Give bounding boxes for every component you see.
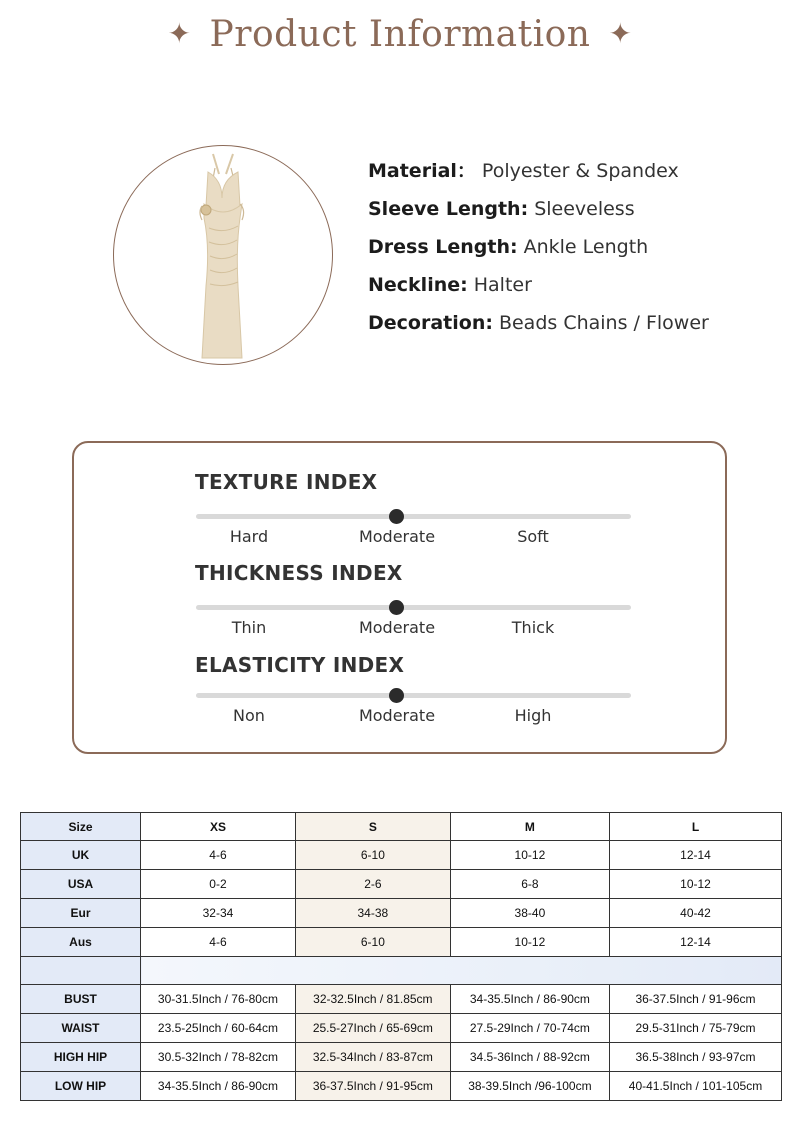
table-cell: 38-39.5Inch /96-100cm bbox=[450, 1072, 609, 1101]
texture-label-low: Hard bbox=[229, 527, 269, 546]
size-chart-table bbox=[20, 812, 782, 1101]
elasticity-label-low: Non bbox=[233, 706, 265, 725]
table-header-row bbox=[21, 813, 782, 841]
table-cell: 25.5-27Inch / 65-69cm bbox=[295, 1014, 450, 1043]
header-cell: L bbox=[610, 813, 782, 841]
table-cell: 6-10 bbox=[295, 928, 450, 957]
thickness-index-track bbox=[196, 605, 631, 610]
table-cell: 40-41.5Inch / 101-105cm bbox=[610, 1072, 782, 1101]
spec-value: Ankle Length bbox=[523, 236, 649, 258]
table-row bbox=[21, 985, 782, 1014]
table-cell: 32.5-34Inch / 83-87cm bbox=[295, 1043, 450, 1072]
table-cell: 30.5-32Inch / 78-82cm bbox=[141, 1043, 296, 1072]
texture-index-knob bbox=[389, 509, 404, 524]
table-cell: 12-14 bbox=[610, 841, 782, 870]
thickness-label-low: Thin bbox=[231, 618, 267, 637]
table-cell: 40-42 bbox=[610, 899, 782, 928]
sparkle-right-icon: ✦ bbox=[608, 17, 633, 50]
page-title bbox=[0, 14, 800, 55]
row-header: UK bbox=[21, 841, 141, 870]
table-cell: 12-14 bbox=[610, 928, 782, 957]
table-cell: 36-37.5Inch / 91-95cm bbox=[295, 1072, 450, 1101]
elasticity-label-mid: Moderate bbox=[358, 706, 436, 725]
product-photo bbox=[113, 145, 333, 365]
spec-key: Material： bbox=[368, 160, 476, 182]
dress-photo-icon bbox=[114, 146, 332, 364]
title-text: Product Information bbox=[209, 14, 591, 55]
spec-material bbox=[368, 152, 709, 190]
texture-index-track bbox=[196, 514, 631, 519]
table-cell: 36-37.5Inch / 91-96cm bbox=[610, 985, 782, 1014]
spec-neckline bbox=[368, 266, 709, 304]
spacer-cell bbox=[21, 957, 141, 985]
thickness-label-mid: Moderate bbox=[358, 618, 436, 637]
row-header: LOW HIP bbox=[21, 1072, 141, 1101]
spec-value: Beads Chains / Flower bbox=[498, 312, 709, 334]
sparkle-left-icon: ✦ bbox=[167, 17, 192, 50]
table-row bbox=[21, 899, 782, 928]
row-header: Aus bbox=[21, 928, 141, 957]
header-cell: S bbox=[295, 813, 450, 841]
table-cell: 34-35.5Inch / 86-90cm bbox=[141, 1072, 296, 1101]
spec-key: Dress Length: bbox=[368, 236, 518, 258]
spec-key: Neckline: bbox=[368, 274, 468, 296]
header-cell: Size bbox=[21, 813, 141, 841]
spec-list bbox=[368, 152, 709, 342]
elasticity-index-track bbox=[196, 693, 631, 698]
row-header: Eur bbox=[21, 899, 141, 928]
spec-decoration bbox=[368, 304, 709, 342]
table-cell: 23.5-25Inch / 60-64cm bbox=[141, 1014, 296, 1043]
table-cell: 34-35.5Inch / 86-90cm bbox=[450, 985, 609, 1014]
spec-dress-length bbox=[368, 228, 709, 266]
table-row bbox=[21, 1072, 782, 1101]
table-cell: 10-12 bbox=[610, 870, 782, 899]
header-cell: M bbox=[450, 813, 609, 841]
thickness-index-knob bbox=[389, 600, 404, 615]
elasticity-index-knob bbox=[389, 688, 404, 703]
texture-label-mid: Moderate bbox=[358, 527, 436, 546]
spec-sleeve-length bbox=[368, 190, 709, 228]
table-cell: 10-12 bbox=[450, 928, 609, 957]
table-row bbox=[21, 1043, 782, 1072]
table-row bbox=[21, 1014, 782, 1043]
spec-value: Polyester & Spandex bbox=[481, 160, 679, 182]
table-row bbox=[21, 870, 782, 899]
table-cell: 27.5-29Inch / 70-74cm bbox=[450, 1014, 609, 1043]
texture-index-title: TEXTURE INDEX bbox=[195, 470, 378, 494]
table-cell: 34.5-36Inch / 88-92cm bbox=[450, 1043, 609, 1072]
table-cell: 36.5-38Inch / 93-97cm bbox=[610, 1043, 782, 1072]
table-cell: 2-6 bbox=[295, 870, 450, 899]
table-row bbox=[21, 841, 782, 870]
table-cell: 30-31.5Inch / 76-80cm bbox=[141, 985, 296, 1014]
row-header: BUST bbox=[21, 985, 141, 1014]
table-cell: 6-10 bbox=[295, 841, 450, 870]
elasticity-label-high: High bbox=[514, 706, 552, 725]
table-cell: 0-2 bbox=[141, 870, 296, 899]
texture-label-high: Soft bbox=[517, 527, 549, 546]
table-cell: 34-38 bbox=[295, 899, 450, 928]
table-cell: 10-12 bbox=[450, 841, 609, 870]
header-cell: XS bbox=[141, 813, 296, 841]
table-cell: 32-34 bbox=[141, 899, 296, 928]
table-cell: 32-32.5Inch / 81.85cm bbox=[295, 985, 450, 1014]
spec-key: Decoration: bbox=[368, 312, 493, 334]
thickness-index-title: THICKNESS INDEX bbox=[195, 561, 403, 585]
table-cell: 29.5-31Inch / 75-79cm bbox=[610, 1014, 782, 1043]
table-cell: 38-40 bbox=[450, 899, 609, 928]
spec-value: Sleeveless bbox=[534, 198, 635, 220]
table-spacer-row bbox=[21, 957, 782, 985]
thickness-label-high: Thick bbox=[511, 618, 555, 637]
table-row bbox=[21, 928, 782, 957]
spec-value: Halter bbox=[473, 274, 532, 296]
row-header: WAIST bbox=[21, 1014, 141, 1043]
spec-key: Sleeve Length: bbox=[368, 198, 529, 220]
table-cell: 6-8 bbox=[450, 870, 609, 899]
row-header: USA bbox=[21, 870, 141, 899]
table-cell: 4-6 bbox=[141, 841, 296, 870]
elasticity-index-title: ELASTICITY INDEX bbox=[195, 653, 405, 677]
row-header: HIGH HIP bbox=[21, 1043, 141, 1072]
spacer-cell bbox=[141, 957, 782, 985]
table-cell: 4-6 bbox=[141, 928, 296, 957]
